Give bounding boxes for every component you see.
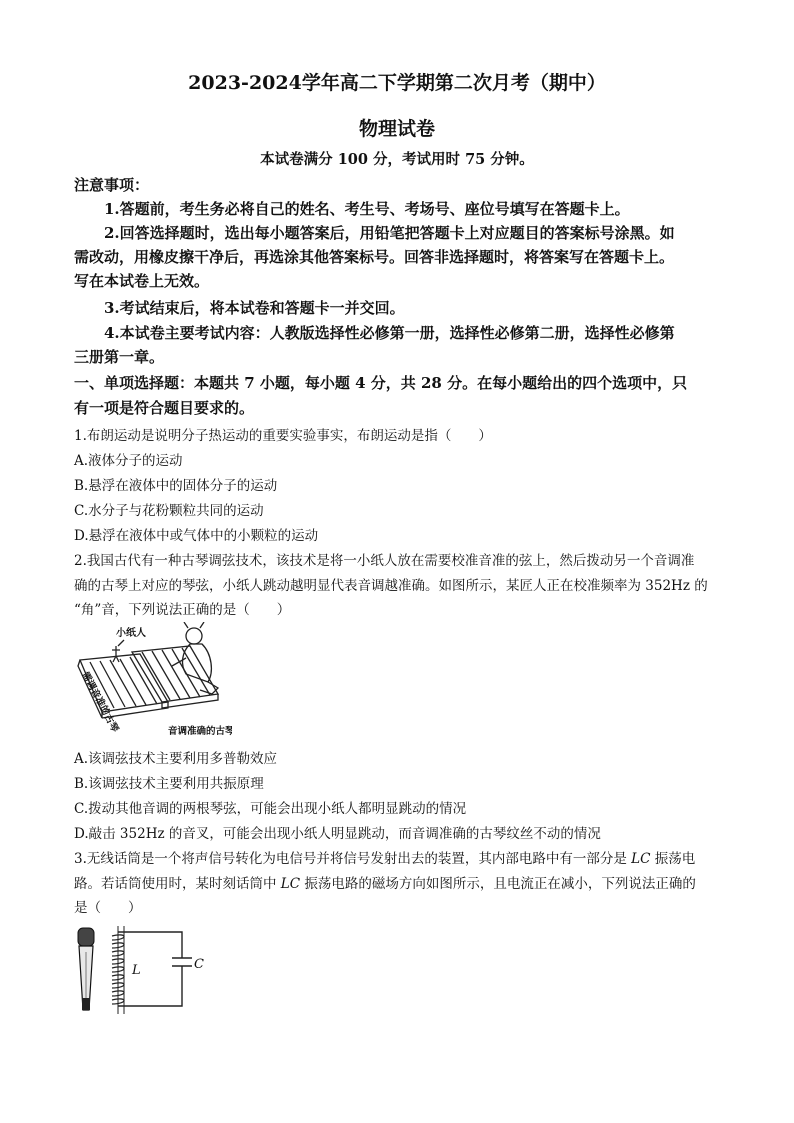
q1-stem: 1.布朗运动是说明分子热运动的重要实验事实，布朗运动是指（ ） <box>74 428 492 444</box>
q3-figure <box>72 922 222 1018</box>
guqin-illustration <box>72 622 232 740</box>
notice-item-3: 3.考试结束后，将本试卷和答题卡一并交回。 <box>104 299 405 317</box>
q2-option-a: A.该调弦技术主要利用多普勒效应 <box>74 751 278 767</box>
q1-option-b: B.悬浮在液体中的固体分子的运动 <box>74 478 278 494</box>
label-capacitor-c: C <box>194 957 204 972</box>
q2-stem-line-1: 2.我国古代有一种古琴调弦技术，该技术是将一小纸人放在需要校准音准的弦上，然后拨动另一个音调准 <box>74 553 695 569</box>
q1-option-d: D.悬浮在液体中或气体中的小颗粒的运动 <box>74 528 319 544</box>
section-1-heading-line-1: 一、单项选择题：本题共 7 小题，每小题 4 分，共 28 分。在每小题给出的四个选项中，只 <box>74 374 688 392</box>
q2-stem-line-3: “角”音，下列说法正确的是（ ） <box>74 602 291 618</box>
label-inductor-l: L <box>132 963 141 978</box>
section-1-heading-line-2: 有一项是符合题目要求的。 <box>74 399 255 417</box>
q1-option-c: C.水分子与花粉颗粒共同的运动 <box>74 503 264 519</box>
q3-stem-line-2 <box>74 872 696 892</box>
q2-option-b: B.该调弦技术主要利用共振原理 <box>74 776 264 792</box>
q2-option-c: C.拨动其他音调的两根琴弦，可能会出现小纸人都明显跳动的情况 <box>74 801 467 817</box>
subject-title: 物理试卷 <box>358 118 435 140</box>
microphone-icon <box>78 928 94 1010</box>
inductor-coil <box>112 926 124 1014</box>
q2-figure <box>72 622 232 740</box>
notice-heading: 注意事项： <box>74 176 150 194</box>
notice-item-4-line-1: 4.本试卷主要考试内容：人教版选择性必修第一册，选择性必修第二册，选择性必修第 <box>104 324 675 342</box>
craftsman-head <box>186 628 202 644</box>
notice-item-2-line-1: 2.回答选择题时，选出每小题答案后，用铅笔把答题卡上对应题目的答案标号涂黑。如 <box>104 224 675 242</box>
q2-stem-line-2: 确的古琴上对应的琴弦，小纸人跳动越明显代表音调越准确。如图所示，某匠人正在校准频率为 352Hz 的 <box>74 578 708 594</box>
lc-circuit-diagram <box>72 922 222 1018</box>
q3-stem-line-2-b: 振荡电路的磁场方向如图所示，且电流正在减小，下列说法正确的 <box>300 876 696 892</box>
label-paper-man: 小纸人 <box>116 628 146 639</box>
paper-man-figure <box>112 646 120 662</box>
label-right-qin: 音调准确的古琴 <box>168 726 232 737</box>
q3-stem-line-1 <box>74 847 695 867</box>
q3-lc-symbol-2: LC <box>280 876 301 892</box>
notice-item-1: 1.答题前，考生务必将自己的姓名、考生号、考场号、座位号填写在答题卡上。 <box>104 200 630 218</box>
q3-stem-line-1-a: 3.无线话筒是一个将声信号转化为电信号并将信号发射出去的装置，其内部电路中有一部分是 <box>74 851 632 867</box>
q3-stem-line-1-b: 振荡电 <box>650 851 696 867</box>
notice-item-4-line-2: 三册第一章。 <box>74 348 165 366</box>
q3-lc-symbol: LC <box>631 851 651 867</box>
q3-stem-line-2-a: 路。若话筒使用时，某时刻话筒中 <box>74 876 281 892</box>
label-left-qin: 需调音准的古琴 <box>79 670 121 735</box>
lc-circuit-wires <box>118 932 192 1006</box>
q1-option-a: A.液体分子的运动 <box>74 453 183 469</box>
notice-item-2-line-2: 需改动，用橡皮擦干净后，再选涂其他答案标号。回答非选择题时，将答案写在答题卡上。 <box>74 248 675 266</box>
exam-title: 2023-2024学年高二下学期第二次月考（期中） <box>188 72 606 94</box>
notice-item-2-line-3: 写在本试卷上无效。 <box>74 272 210 290</box>
q2-option-d: D.敲击 352Hz 的音叉，可能会出现小纸人明显跳动，而音调准确的古琴纹丝不动的情况 <box>74 826 601 842</box>
q3-stem-line-3: 是（ ） <box>74 900 142 916</box>
exam-info: 本试卷满分 100 分，考试用时 75 分钟。 <box>260 151 534 168</box>
